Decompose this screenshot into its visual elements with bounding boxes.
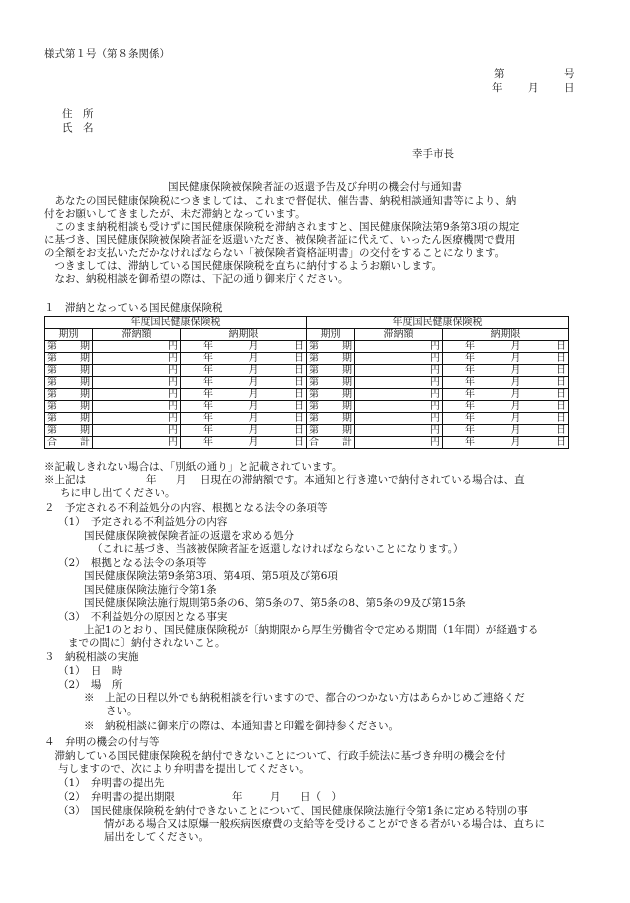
s2-2-heading: （2） 根拠となる法令の条項等 (58, 557, 207, 569)
due-year: 年 (465, 353, 475, 364)
due-day: 日 (294, 377, 305, 388)
table-row (307, 413, 569, 425)
amount-cell: 円 (93, 365, 181, 377)
kibetsu-cell (45, 401, 93, 413)
kibetsu-a: 第 (309, 341, 319, 352)
kibetsu-cell (45, 413, 93, 425)
doc-date-month: 月 (528, 82, 539, 94)
due-date-cell (443, 389, 569, 401)
due-year: 年 (203, 365, 213, 376)
kibetsu-a: 第 (309, 413, 319, 424)
kibetsu-a: 第 (47, 401, 57, 412)
due-day: 日 (556, 365, 567, 376)
due-date-cell (443, 365, 569, 377)
due-year: 年 (203, 341, 213, 352)
due-year: 年 (465, 437, 475, 448)
kibetsu-cell (307, 341, 355, 353)
table-row (307, 365, 569, 377)
kibetsu-b: 期 (342, 365, 352, 376)
kibetsu-cell (45, 353, 93, 365)
s3-place: （2） 場 所 (58, 679, 123, 691)
due-month: 月 (248, 377, 259, 388)
due-month: 月 (510, 341, 521, 352)
kibetsu-b: 期 (342, 401, 352, 412)
table-row (45, 425, 307, 437)
kibetsu-cell (307, 365, 355, 377)
note-asof-prefix: ※上記は (44, 474, 86, 486)
kibetsu-b: 計 (342, 437, 352, 448)
s2-1-heading: （1） 予定される不利益処分の内容 (58, 516, 228, 528)
due-day: 日 (294, 365, 305, 376)
table-group-header: 年度国民健康保険税 (307, 317, 569, 329)
section-3-heading: ３ 納税相談の実施 (44, 651, 139, 663)
s3-datetime: （1） 日 時 (58, 665, 123, 677)
due-month: 月 (248, 425, 259, 436)
kibetsu-a: 第 (47, 365, 57, 376)
kibetsu-a: 第 (309, 365, 319, 376)
amount-cell: 円 (93, 377, 181, 389)
due-day: 日 (556, 377, 567, 388)
s4-3-text-3: 届出をしてください。 (104, 831, 209, 843)
due-year: 年 (465, 389, 475, 400)
s4-text-1: 滞納している国民健康保険税を納付できないことについて、行政手続法に基づき弁明の機会を付 (44, 750, 506, 762)
s4-2-day: 日（ ） (300, 791, 342, 803)
note-overflow: ※記載しきれない場合は、「別紙の通り」と記載されています。 (44, 461, 343, 473)
form-number: 様式第１号（第８条関係） (44, 48, 170, 60)
table-row (45, 365, 307, 377)
kibetsu-a: 第 (309, 353, 319, 364)
kibetsu-b: 期 (342, 413, 352, 424)
kibetsu-cell (307, 437, 355, 449)
s3-note-1-cont: さい。 (106, 705, 138, 717)
kibetsu-cell (45, 377, 93, 389)
table-group-header-row (45, 317, 307, 329)
due-month: 月 (510, 365, 521, 376)
kibetsu-b: 期 (80, 365, 90, 376)
amount-cell: 円 (93, 413, 181, 425)
due-day: 日 (556, 341, 567, 352)
address-label: 住 所 (62, 108, 94, 120)
amount-cell: 円 (93, 425, 181, 437)
kibetsu-b: 期 (342, 353, 352, 364)
amount-cell: 円 (93, 341, 181, 353)
kibetsu-b: 期 (342, 389, 352, 400)
due-year: 年 (465, 425, 475, 436)
due-day: 日 (556, 425, 567, 436)
due-year: 年 (465, 365, 475, 376)
due-year: 年 (465, 341, 475, 352)
due-month: 月 (510, 389, 521, 400)
due-date-cell (443, 425, 569, 437)
kibetsu-a: 第 (309, 377, 319, 388)
due-date-cell (181, 341, 307, 353)
amount-cell: 円 (355, 377, 443, 389)
due-month: 月 (248, 413, 259, 424)
amount-cell: 円 (355, 389, 443, 401)
due-month: 月 (248, 341, 259, 352)
issuer: 幸手市長 (412, 148, 454, 160)
due-year: 年 (203, 353, 213, 364)
table-row (307, 389, 569, 401)
due-day: 日 (556, 437, 567, 448)
due-day: 日 (294, 353, 305, 364)
col-header-due: 納期限 (443, 329, 569, 341)
s4-1-destination: （1） 弁明書の提出先 (58, 777, 165, 789)
kibetsu-b: 期 (342, 341, 352, 352)
due-date-cell (443, 437, 569, 449)
kibetsu-a: 合 (47, 437, 57, 448)
intro-line: なお、納税相談を御希望の際は、下記の通り御来庁ください。 (44, 273, 349, 285)
section-4-heading: ４ 弁明の機会の付与等 (44, 736, 160, 748)
table-group-header: 年度国民健康保険税 (45, 317, 307, 329)
kibetsu-cell (307, 413, 355, 425)
due-date-cell (443, 413, 569, 425)
note-asof-text: 日現在の滞納額です。本通知と行き違いで納付されている場合は、直 (200, 474, 525, 486)
s2-2-law-2: 国民健康保険法施行令第1条 (84, 584, 217, 596)
due-year: 年 (465, 377, 475, 388)
kibetsu-cell (307, 353, 355, 365)
due-date-cell (443, 401, 569, 413)
due-date-cell (181, 401, 307, 413)
name-label: 氏 名 (62, 122, 94, 134)
table-row (45, 341, 307, 353)
kibetsu-cell (307, 389, 355, 401)
due-day: 日 (556, 401, 567, 412)
due-day: 日 (294, 413, 305, 424)
section-2-heading: ２ 予定される不利益処分の内容、根拠となる法令の条項等 (44, 502, 328, 514)
kibetsu-cell (307, 425, 355, 437)
table-column-header-row (45, 329, 307, 341)
due-month: 月 (510, 401, 521, 412)
s2-3-fact-2: までの間に〕納付されないこと。 (68, 637, 226, 649)
s2-2-law-1: 国民健康保険法第9条第3項、第4項、第5項及び第6項 (84, 570, 338, 582)
due-date-cell (181, 365, 307, 377)
s3-note-2: ※ 納税相談に御来庁の際は、本通知書と印鑑を御持参ください。 (84, 720, 399, 732)
table-row (45, 401, 307, 413)
due-day: 日 (294, 341, 305, 352)
due-month: 月 (510, 437, 521, 448)
due-month: 月 (248, 353, 259, 364)
amount-cell: 円 (355, 401, 443, 413)
due-date-cell (181, 377, 307, 389)
kibetsu-cell (45, 389, 93, 401)
table-row (307, 401, 569, 413)
due-month: 月 (248, 437, 259, 448)
doc-number-dai: 第 (494, 68, 505, 80)
kibetsu-cell (45, 437, 93, 449)
s2-3-heading: （3） 不利益処分の原因となる事実 (58, 611, 228, 623)
kibetsu-b: 期 (80, 413, 90, 424)
s2-2-law-3: 国民健康保険法施行規則第5条の6、第5条の7、第5条の8、第5条の9及び第15条 (84, 597, 466, 609)
due-date-cell (181, 413, 307, 425)
note-asof-month: 月 (176, 474, 187, 486)
kibetsu-a: 第 (309, 389, 319, 400)
kibetsu-a: 第 (47, 341, 57, 352)
due-month: 月 (510, 353, 521, 364)
col-header-kibetsu: 期別 (45, 329, 93, 341)
table-row (307, 341, 569, 353)
col-header-amount: 滞納額 (93, 329, 181, 341)
kibetsu-cell (45, 425, 93, 437)
due-day: 日 (556, 353, 567, 364)
amount-cell: 円 (355, 341, 443, 353)
kibetsu-a: 第 (47, 389, 57, 400)
due-date-cell (181, 389, 307, 401)
amount-cell: 円 (93, 401, 181, 413)
due-year: 年 (465, 413, 475, 424)
due-year: 年 (203, 413, 213, 424)
amount-cell: 円 (93, 437, 181, 449)
due-date-cell (443, 353, 569, 365)
due-month: 月 (510, 413, 521, 424)
due-date-cell (443, 377, 569, 389)
s4-text-2: 与しますので、次により弁明書を提出してください。 (58, 763, 310, 775)
note-asof-cont: ちに申し出てください。 (60, 487, 176, 499)
kibetsu-b: 期 (342, 377, 352, 388)
doc-date-year: 年 (492, 82, 503, 94)
table-row (307, 425, 569, 437)
col-header-due: 納期限 (181, 329, 307, 341)
due-day: 日 (294, 401, 305, 412)
col-header-amount: 滞納額 (355, 329, 443, 341)
due-month: 月 (248, 365, 259, 376)
section-1-heading: １ 滞納となっている国民健康保険税 (44, 302, 223, 314)
table-row (307, 377, 569, 389)
kibetsu-b: 期 (80, 377, 90, 388)
kibetsu-cell (307, 377, 355, 389)
due-day: 日 (294, 389, 305, 400)
due-day: 日 (294, 437, 305, 448)
due-day: 日 (556, 413, 567, 424)
amount-cell: 円 (355, 413, 443, 425)
intro-line: つきましては、滞納している国民健康保険税を直ちに納付するようお願いします。 (44, 260, 443, 272)
table-total-row (45, 437, 307, 449)
due-date-cell (181, 437, 307, 449)
due-year: 年 (203, 401, 213, 412)
kibetsu-cell (45, 341, 93, 353)
kibetsu-b: 期 (80, 353, 90, 364)
kibetsu-b: 期 (342, 425, 352, 436)
due-date-cell (181, 425, 307, 437)
due-month: 月 (510, 377, 521, 388)
note-asof-year: 年 (146, 474, 157, 486)
kibetsu-a: 第 (47, 353, 57, 364)
amount-cell: 円 (355, 365, 443, 377)
due-day: 日 (556, 389, 567, 400)
due-year: 年 (465, 401, 475, 412)
s4-2-year: 年 (232, 791, 243, 803)
s2-1-content: 国民健康保険被保険者証の返還を求める処分 (84, 530, 294, 542)
intro-line: に基づき、国民健康保険被保険者証を返還いただき、被保険者証に代えて、いったん医療機関で費用 (44, 234, 516, 246)
due-date-cell (181, 353, 307, 365)
amount-cell: 円 (93, 353, 181, 365)
s4-2-month: 月 (270, 791, 281, 803)
table-row (45, 413, 307, 425)
doc-number-go: 号 (564, 68, 575, 80)
kibetsu-a: 第 (309, 401, 319, 412)
due-month: 月 (248, 389, 259, 400)
due-month: 月 (248, 401, 259, 412)
kibetsu-b: 期 (80, 401, 90, 412)
kibetsu-b: 期 (80, 389, 90, 400)
due-day: 日 (294, 425, 305, 436)
s2-3-fact-1: 上記1のとおり、国民健康保険税が〔納期限から厚生労働省令で定める期間（1年間）が経過する (84, 624, 539, 636)
due-date-cell (443, 341, 569, 353)
kibetsu-a: 第 (47, 377, 57, 388)
due-month: 月 (510, 425, 521, 436)
kibetsu-b: 計 (80, 437, 90, 448)
kibetsu-a: 第 (309, 425, 319, 436)
doc-date-day: 日 (564, 82, 575, 94)
s3-note-1: ※ 上記の日程以外でも納税相談を行いますので、都合のつかない方はあらかじめご連絡くだ (84, 692, 525, 704)
kibetsu-a: 合 (309, 437, 319, 448)
table-total-row (307, 437, 569, 449)
amount-cell: 円 (93, 389, 181, 401)
amount-cell: 円 (355, 425, 443, 437)
document-title: 国民健康保険被保険者証の返還予告及び弁明の機会付与通知書 (168, 181, 462, 193)
kibetsu-a: 第 (47, 413, 57, 424)
s4-2-deadline: （2） 弁明書の提出期限 (58, 791, 175, 803)
table-group-header-row (307, 317, 569, 329)
table-row (45, 377, 307, 389)
intro-line: 付をお願いしてきましたが、未だ滞納となっています。 (44, 208, 306, 220)
intro-line: の全額をお支払いただかなければならない「被保険者資格証明書」の交付をすることになります。 (44, 247, 506, 259)
intro-line: あなたの国民健康保険税につきましては、これまで督促状、催告書、納税相談通知書等により、納 (44, 195, 517, 207)
kibetsu-b: 期 (80, 341, 90, 352)
due-year: 年 (203, 389, 213, 400)
kibetsu-b: 期 (80, 425, 90, 436)
kibetsu-cell (45, 365, 93, 377)
col-header-kibetsu: 期別 (307, 329, 355, 341)
table-row (307, 353, 569, 365)
kibetsu-cell (307, 401, 355, 413)
amount-cell: 円 (355, 353, 443, 365)
table-row (45, 353, 307, 365)
arrears-table-left (44, 316, 307, 449)
kibetsu-a: 第 (47, 425, 57, 436)
s2-1-explanation: （これに基づき、当該被保険者証を返還しなければならないことになります。） (92, 543, 464, 555)
s4-3-text-1: （3） 国民健康保険税を納付できないことについて、国民健康保険法施行令第1条に定める特別の事 (58, 805, 528, 817)
due-year: 年 (203, 425, 213, 436)
due-year: 年 (203, 377, 213, 388)
table-row (45, 389, 307, 401)
due-year: 年 (203, 437, 213, 448)
table-column-header-row (307, 329, 569, 341)
s4-3-text-2: 情がある場合又は原爆一般疾病医療費の支給等を受けることができる者がいる場合は、直ちに (104, 818, 545, 830)
amount-cell: 円 (355, 437, 443, 449)
arrears-table-right (306, 316, 569, 449)
intro-line: このまま納税相談も受けずに国民健康保険税を滞納されますと、国民健康保険法第9条第3項の規定 (44, 221, 520, 233)
